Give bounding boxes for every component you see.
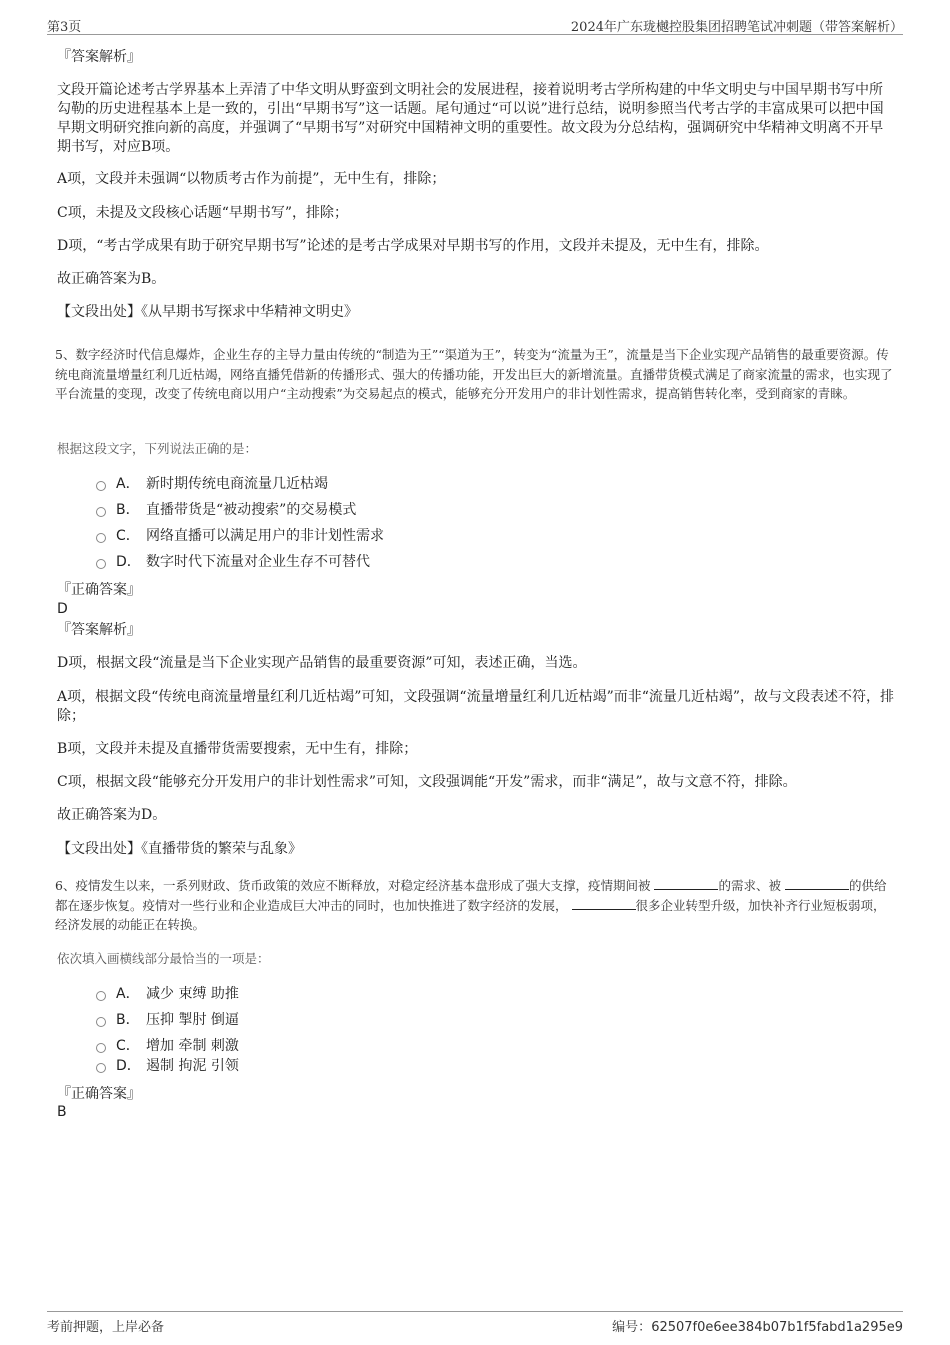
q5-answer: D (57, 601, 68, 617)
q4-analysis-label: 『答案解析』 (57, 49, 141, 65)
q6-option-a[interactable]: A． 减少 束缚 助推 (96, 984, 239, 1004)
q5-option-a-note: A项，根据文段“传统电商流量增量红利几近枯竭”可知，文段强调“流量增量红利几近枯竭”而非“流量几近枯竭”，故与文段表述不符，排除； (57, 689, 895, 724)
q5-option-c[interactable]: C． 网络直播可以满足用户的非计划性需求 (96, 526, 384, 546)
q6-option-b[interactable]: B． 压抑 掣肘 倒逼 (96, 1010, 239, 1030)
page-number: 第3页 (47, 20, 82, 35)
q5-answer-label: 『正确答案』 (57, 582, 141, 598)
q4-conclusion: 故正确答案为B。 (57, 271, 166, 287)
q5-option-d-note: D项，根据文段“流量是当下企业实现产品销售的最重要资源”可知，表述正确，当选。 (57, 655, 587, 671)
q5-analysis-label: 『答案解析』 (57, 622, 141, 638)
q6-answer-label: 『正确答案』 (57, 1086, 141, 1102)
q5-conclusion: 故正确答案为D。 (57, 807, 167, 823)
fill-blank[interactable] (572, 897, 636, 910)
footer-slogan: 考前押题，上岸必备 (47, 1320, 165, 1335)
page-footer (47, 1311, 903, 1336)
document-title: 2024年广东珑樾控股集团招聘笔试冲刺题（带答案解析） (570, 20, 903, 35)
q6-option-c[interactable]: C． 增加 牵制 刺激 (96, 1036, 239, 1056)
q5-stem: 5、数字经济时代信息爆炸，企业生存的主导力量由传统的“制造为王”“渠道为王”，转变为“流量为王”，流量是当下企业实现产品销售的最重要资源。传统电商流量增量红利几近枯竭，网络直播凭借新的传播形式、强大的传播功能，开发出巨大的新增流量。直播带货模式满足了商家流量的需求，也实现了平台流量的变现，改变了传统电商以用户“主动搜索”为交易起点的模式，能够充分开发用户的非计划性需求，提高销售转化率，受到商家的青睐。 (55, 347, 893, 401)
radio-icon[interactable] (96, 1017, 106, 1027)
q5-source-label: 【文段出处】 (57, 841, 141, 857)
q4-option-a-note: A项，文段并未强调“以物质考古作为前提”，无中生有，排除； (57, 171, 446, 187)
radio-icon[interactable] (96, 533, 106, 543)
q5-option-b-note: B项，文段并未提及直播带货需要搜索，无中生有，排除； (57, 741, 418, 757)
q6-prompt: 依次填入画横线部分最恰当的一项是： (57, 951, 270, 966)
q6-stem: 6、疫情发生以来，一系列财政、货币政策的效应不断释放，对稳定经济基本盘形成了强大支撑，疫情期间被 的需求、被 的供给都在逐步恢复。疫情对一些行业和企业造成巨大冲击的同时，也加快推进了数字经济的发展， 很多企业转型升级，加快补齐行业短板弱项，经济发展的动能正在转换。 (55, 878, 887, 932)
radio-icon[interactable] (96, 991, 106, 1001)
fill-blank[interactable] (785, 877, 849, 890)
q4-option-d-note: D项，“考古学成果有助于研究早期书写”论述的是考古学成果对早期书写的作用，文段并未提及，无中生有，排除。 (57, 238, 769, 254)
radio-icon[interactable] (96, 481, 106, 491)
radio-icon[interactable] (96, 559, 106, 569)
q4-source-title: 《从早期书写探求中华精神文明史》 (141, 304, 358, 320)
q4-analysis-text: 文段开篇论述考古学界基本上弄清了中华文明从野蛮到文明社会的发展进程，接着说明考古学所构建的中华文明史与中国早期书写中所勾勒的历史进程基本上是一致的，引出“早期书写”这一话题。尾句通过“可以说”进行总结，说明参照当代考古学的丰富成果可以把中国早期文明研究推向新的高度，并强调了“早期书写”对研究中国精神文明的重要性。故文段为分总结构，强调研究中华精神文明离不开早期书写，对应B项。 (57, 82, 884, 155)
q6-answer: B (57, 1104, 67, 1120)
radio-icon[interactable] (96, 1063, 106, 1073)
document-code: 编号：62507f0e6ee384b07b1f5fabd1a295e9 (612, 1320, 903, 1335)
page-header (47, 14, 903, 35)
q5-prompt: 根据这段文字，下列说法正确的是： (57, 441, 258, 456)
q5-option-c-note: C项，根据文段“能够充分开发用户的非计划性需求”可知，文段强调能“开发”需求，而非“满足”，故与文意不符，排除。 (57, 774, 797, 790)
q5-option-a[interactable]: A． 新时期传统电商流量几近枯竭 (96, 474, 328, 494)
q4-source-label: 【文段出处】 (57, 304, 141, 320)
q5-source-title: 《直播带货的繁荣与乱象》 (141, 841, 302, 857)
q5-option-d[interactable]: D． 数字时代下流量对企业生存不可替代 (96, 552, 370, 572)
q6-option-d[interactable]: D． 遏制 拘泥 引领 (96, 1056, 239, 1076)
radio-icon[interactable] (96, 507, 106, 517)
radio-icon[interactable] (96, 1043, 106, 1053)
q4-option-c-note: C项，未提及文段核心话题“早期书写”，排除； (57, 205, 349, 221)
q5-option-b[interactable]: B． 直播带货是“被动搜索”的交易模式 (96, 500, 356, 520)
fill-blank[interactable] (654, 877, 718, 890)
q5-source (57, 840, 895, 859)
q4-source (57, 303, 895, 322)
